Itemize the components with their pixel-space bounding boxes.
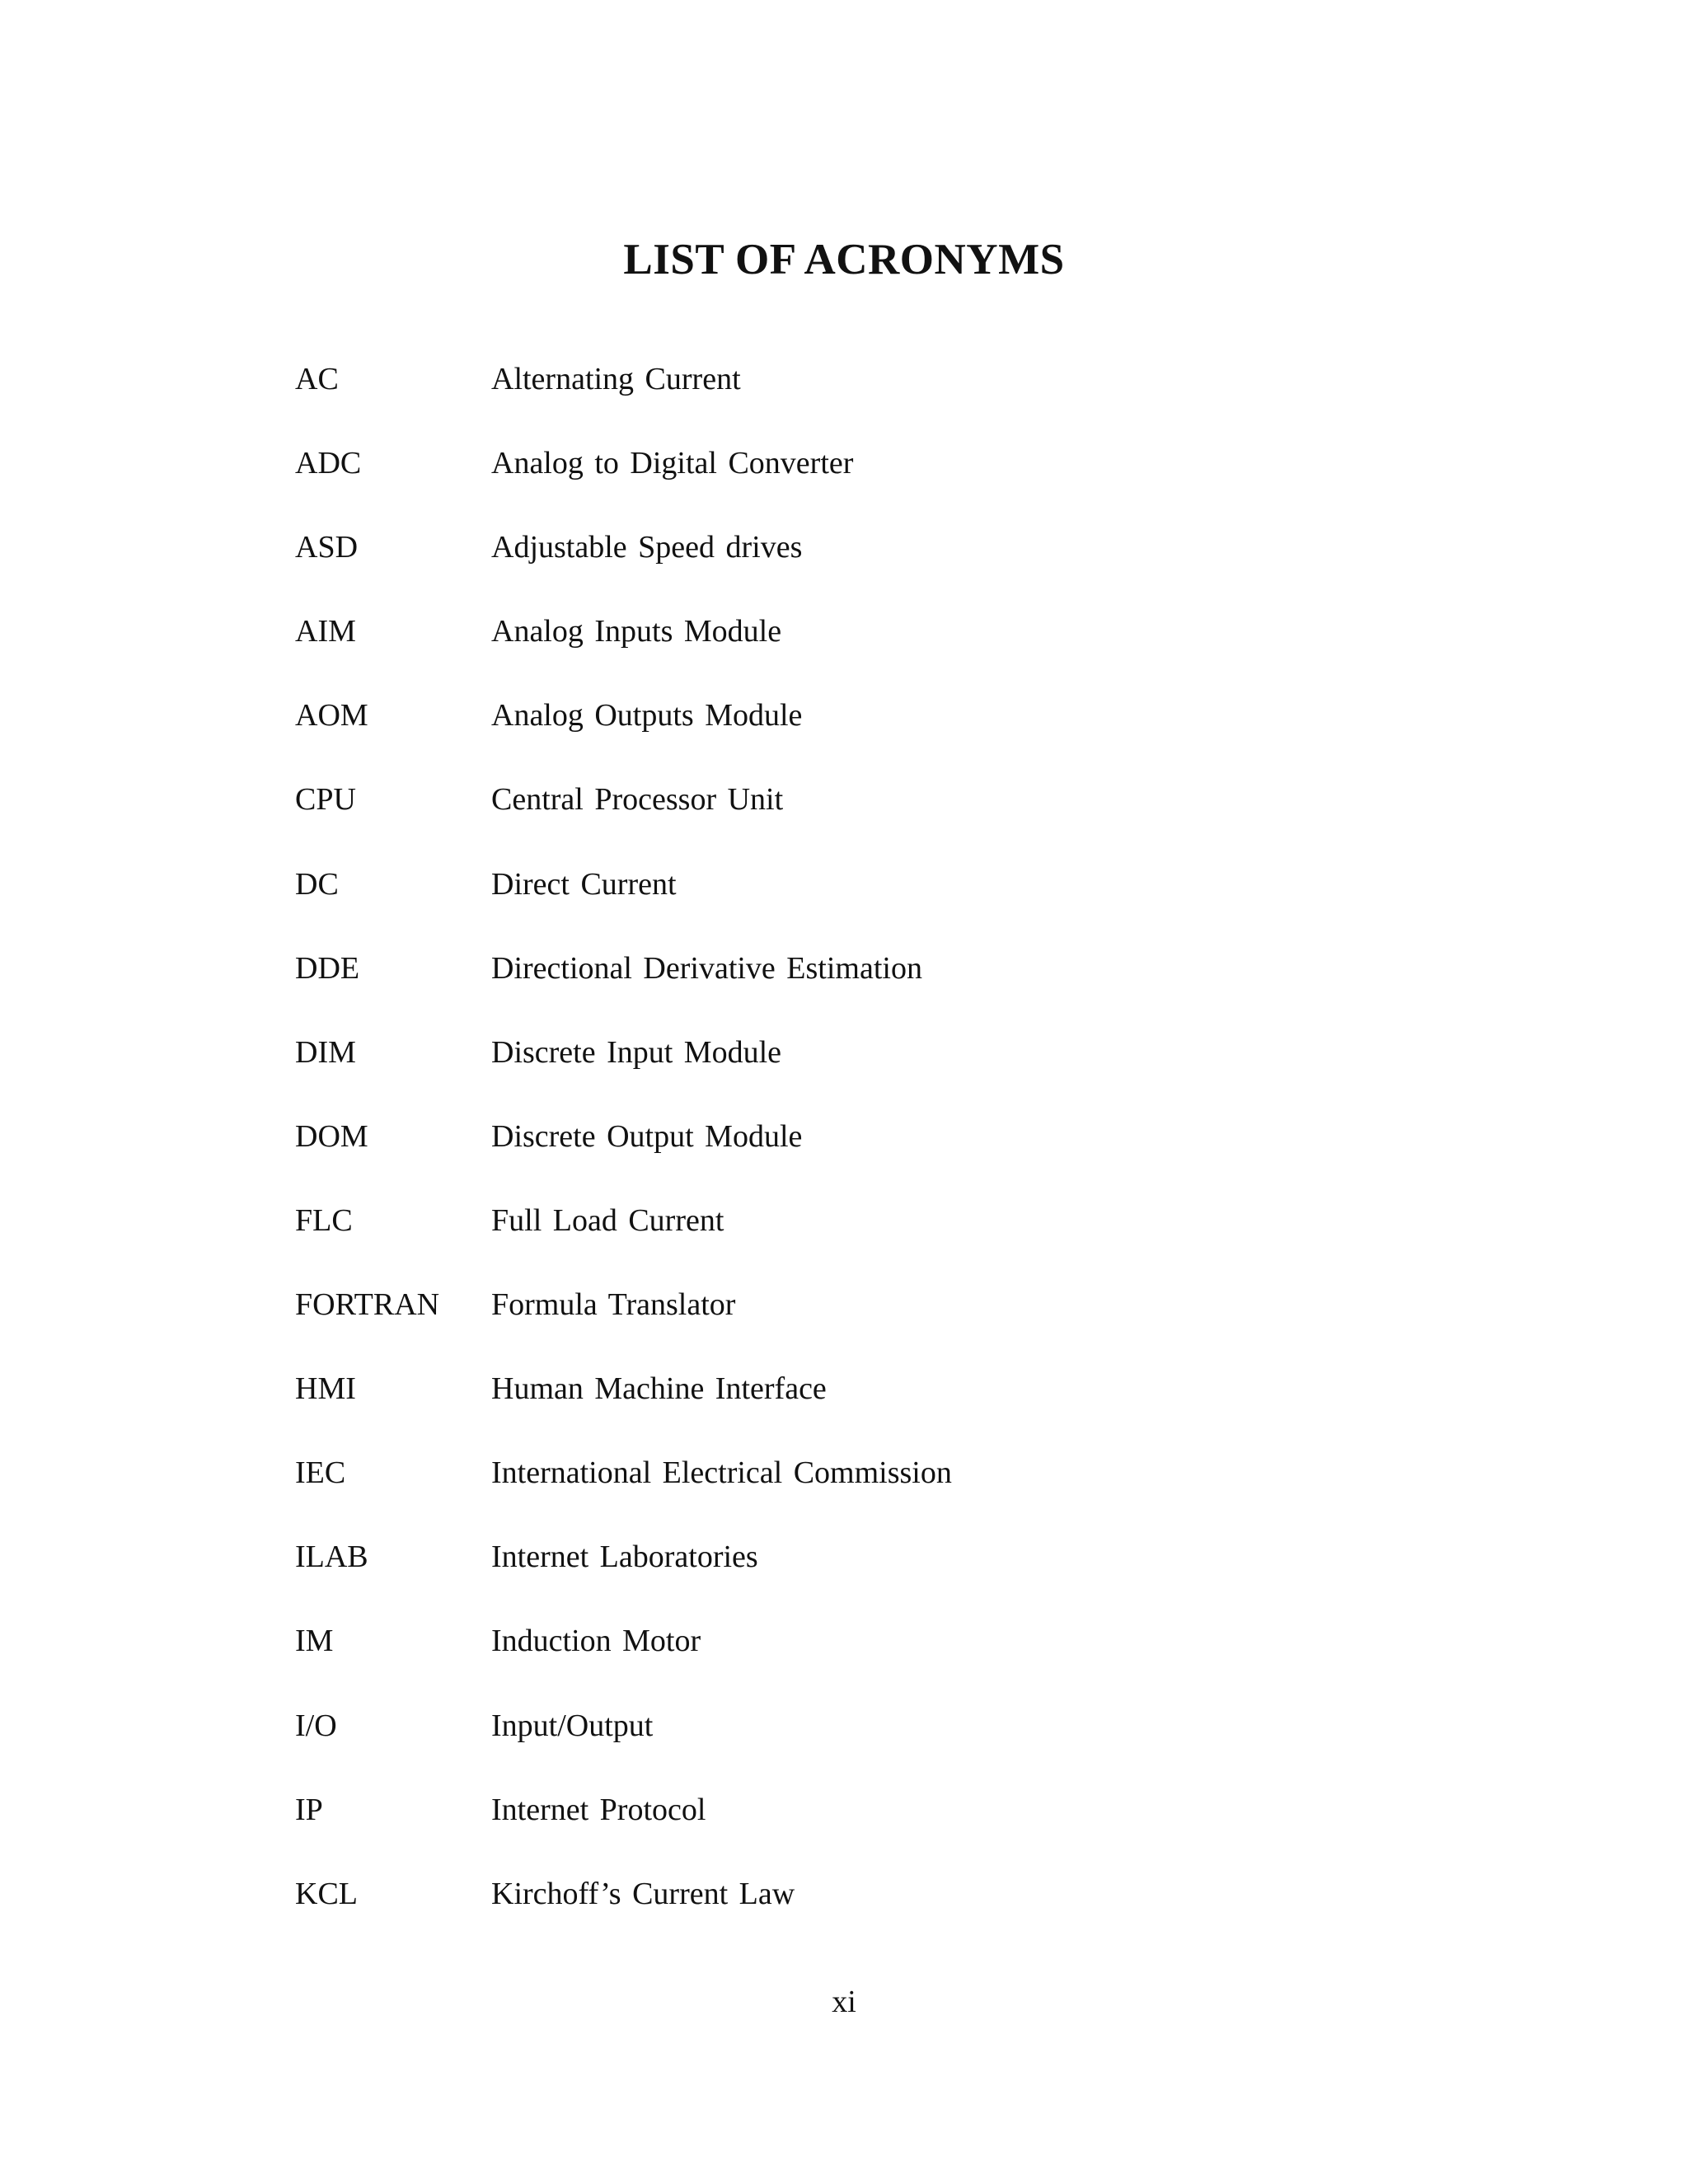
acronym-definition: Internet Laboratories [491, 1540, 758, 1575]
acronym-definition: Discrete Input Module [491, 1034, 782, 1070]
acronym-row [295, 1368, 1531, 1452]
acronym-abbr: FLC [295, 1202, 353, 1238]
acronym-abbr: DC [295, 866, 339, 902]
acronym-row [295, 1873, 1531, 1957]
acronym-definition: Input/Output [491, 1708, 654, 1743]
acronym-abbr: DDE [295, 950, 360, 986]
acronym-definition: Human Machine Interface [491, 1371, 827, 1407]
acronym-row [295, 695, 1531, 779]
acronym-definition: Adjustable Speed drives [491, 530, 803, 565]
acronym-abbr: I/O [295, 1708, 337, 1743]
acronym-row [295, 359, 1531, 443]
acronym-abbr: AIM [295, 614, 356, 649]
acronym-abbr: ILAB [295, 1540, 368, 1575]
acronym-definition: Internet Protocol [491, 1792, 706, 1827]
acronym-abbr: FORTRAN [295, 1287, 440, 1323]
acronym-list [295, 359, 1531, 1957]
acronym-definition: Discrete Output Module [491, 1118, 803, 1154]
acronym-row [295, 1032, 1531, 1116]
acronym-abbr: AOM [295, 698, 368, 733]
acronym-row [295, 611, 1531, 695]
acronym-row [295, 1620, 1531, 1704]
acronym-abbr: IP [295, 1792, 323, 1827]
acronym-abbr: HMI [295, 1371, 356, 1407]
acronym-row [295, 779, 1531, 863]
page-title: LIST OF ACRONYMS [623, 236, 1065, 284]
acronym-row [295, 1536, 1531, 1620]
acronym-row [295, 1284, 1531, 1368]
acronym-abbr: IM [295, 1624, 334, 1659]
acronym-definition: Formula Translator [491, 1287, 736, 1323]
acronym-abbr: ADC [295, 446, 362, 481]
acronym-row [295, 1789, 1531, 1873]
acronym-definition: Induction Motor [491, 1624, 701, 1659]
acronym-row [295, 864, 1531, 948]
acronym-definition: Analog Outputs Module [491, 698, 803, 733]
acronym-definition: Central Processor Unit [491, 782, 784, 818]
acronym-abbr: DOM [295, 1118, 368, 1154]
acronym-row [295, 1705, 1531, 1789]
acronym-definition: Analog to Digital Converter [491, 446, 854, 481]
acronym-definition: International Electrical Commission [491, 1455, 952, 1491]
acronym-row [295, 948, 1531, 1032]
acronym-definition: Alternating Current [491, 362, 741, 396]
acronym-row [295, 1116, 1531, 1200]
acronym-definition: Analog Inputs Module [491, 614, 782, 649]
acronym-abbr: IEC [295, 1455, 346, 1491]
acronym-definition: Full Load Current [491, 1202, 724, 1238]
acronym-abbr: AC [295, 362, 339, 396]
acronym-definition: Direct Current [491, 866, 677, 902]
acronym-definition: Kirchoff’s Current Law [491, 1876, 795, 1911]
page-number: xi [832, 1985, 856, 2019]
acronym-abbr: CPU [295, 782, 356, 818]
acronym-abbr: DIM [295, 1034, 356, 1070]
acronym-row [295, 527, 1531, 611]
acronym-abbr: ASD [295, 530, 359, 565]
acronym-row [295, 443, 1531, 527]
acronym-row [295, 1452, 1531, 1536]
acronym-abbr: KCL [295, 1876, 358, 1911]
acronym-definition: Directional Derivative Estimation [491, 950, 922, 986]
acronym-row [295, 1200, 1531, 1284]
